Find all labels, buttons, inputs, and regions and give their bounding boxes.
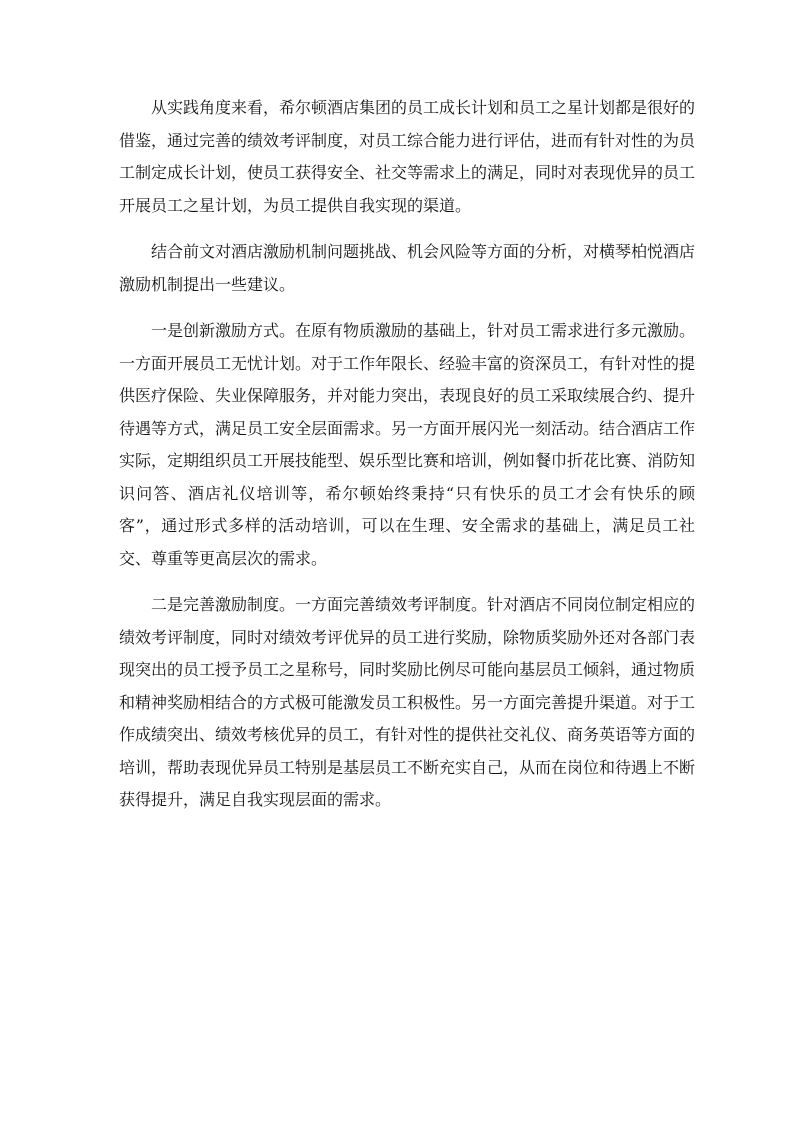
paragraph-practice-perspective: 从实践角度来看，希尔顿酒店集团的员工成长计划和员工之星计划都是很好的借鉴，通过完善的绩效考评制度，对员工综合能力进行评估，进而有针对性的为员工制定成长计划，使员工获得安全、社交等需求上的满足，同时对表现优异的员工开展员工之星计划，为员工提供自我实现的渠道。	[119, 98, 696, 215]
paragraph-innovate-incentives: 一是创新激励方式。在原有物质激励的基础上，针对员工需求进行多元激励。一方面开展员工无忧计划。对于工作年限长、经验丰富的资深员工，有针对性的提供医疗保险、失业保障服务，并对能力突出，表现良好的员工采取续展合约、提升待遇等方式，满足员工安全层面需求。另一方面开展闪光一刻活动。结合酒店工作实际，定期组织员工开展技能型、娱乐型比赛和培训，例如餐巾折花比赛、消防知识问答、酒店礼仪培训等，希尔顿始终秉持“只有快乐的员工才会有快乐的顾客”，通过形式多样的活动培训，可以在生理、安全需求的基础上，满足员工社交、尊重等更高层次的需求。	[119, 321, 696, 568]
paragraph-improve-system: 二是完善激励制度。一方面完善绩效考评制度。针对酒店不同岗位制定相应的绩效考评制度，同时对绩效考评优异的员工进行奖励，除物质奖励外还对各部门表现突出的员工授予员工之星称号，同时奖励比例尽可能向基层员工倾斜，通过物质和精神奖励相结合的方式极可能激发员工积极性。另一方面完善提升渠道。对于工作成绩突出、绩效考核优异的员工，有针对性的提供社交礼仪、商务英语等方面的培训，帮助表现优异员工特别是基层员工不断充实自己，从而在岗位和待遇上不断获得提升，满足自我实现层面的需求。	[119, 595, 696, 809]
paragraph-suggestions-intro: 结合前文对酒店激励机制问题挑战、机会风险等方面的分析，对横琴柏悦酒店激励机制提出一些建议。	[119, 242, 696, 294]
document-body	[119, 92, 695, 831]
